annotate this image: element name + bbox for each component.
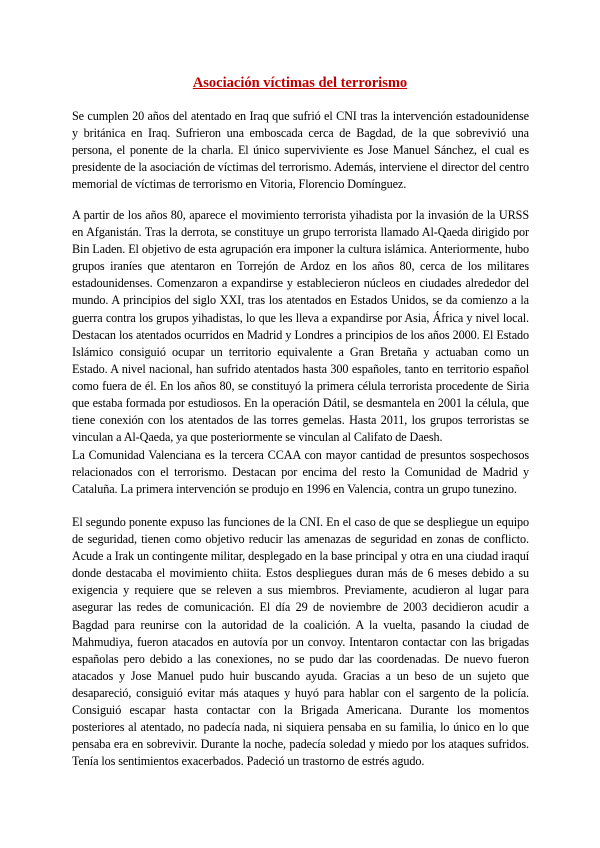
paragraph-intro: Se cumplen 20 años del atentado en Iraq que sufrió el CNI tras la intervención estadounidense y británica en Iraq. Sufrieron una emboscada cerca de Bagdad, de la que sobrevivió una persona, el ponente de la charla. El único superviviente es Jose Manuel Sánchez, el cual es presidente de la asociación de víctimas del terrorismo. Además, interviene el director del centro memorial de víctimas de terrorismo en Vitoria, Florencio Domínguez. bbox=[72, 109, 529, 192]
paragraph-history: A partir de los años 80, aparece el movimiento terrorista yihadista por la invasión de la URSS en Afganistán. Tras la derrota, se constituye un grupo terrorista llamado Al-Qaeda dirigido por Bin Laden. El objetivo de esta agrupación era imponer la cultura islámica. Anteriormente, hubo grupos iraníes que atentaron en Torrejón de Ardoz en los años 80, cerca de los militares estadounidenses. Comenzaron a expandirse y establecieron núcleos en ciudades alrededor del mundo. A principios del siglo XXI, tras los atentados en Estados Unidos, se da comienzo a la guerra contra los grupos yihadistas, lo que les lleva a expandirse por Asia, África y nivel local. Destacan los atentados ocurridos en Madrid y Londres a principios de los años 2000. El Estado Islámico consiguió ocupar un territorio equivalente a Gran Bretaña y actuaban como un Estado. A nivel nacional, han sufrido atentados hasta 300 españoles, tanto en territorio español como fuera de él. En los años 80, se constituyó la primera célula terrorista procedente de Siria que estaba formada por estudiosos. En la operación Dátil, se desmantela en 2001 la célula, que tiene conexión con los atentados de las torres gemelas. Hasta 2011, los grupos terroristas se vinculan a Al-Qaeda, ya que posteriormente se vinculan al Califato de Daesh. bbox=[72, 208, 529, 445]
document-title: Asociación víctimas del terrorismo bbox=[192, 75, 408, 91]
paragraph-second-speaker: El segundo ponente expuso las funciones de la CNI. En el caso de que se despliegue un equipo de seguridad, tienen como objetivo reducir las amenazas de seguridad en zonas de conflicto. Acude a Irak un contingente militar, desplegado en la base principal y otra en una ciudad iraquí donde destacaba el movimiento chiita. Estos despliegues duran más de 6 meses debido a su exigencia y requiere que se releven a sus miembros. Previamente, acudieron al lugar para asegurar las redes de comunicación. El día 29 de noviembre de 2003 decidieron acudir a Bagdad para reunirse con la autoridad de la coalición. A la vuelta, pasando la ciudad de Mahmudiya, fueron atacados en autovía por un convoy. Intentaron contactar con las brigadas españolas pero debido a las conexiones, no se pudo dar las coordenadas. De nuevo fueron atacados y Jose Manuel pudo huir buscando ayuda. Gracias a un beso de un sujeto que desapareció, consiguió evitar más ataques y huyó para hablar con el sargento de la policía. Consiguió escapar hasta contactar con la Brigada Americana. Durante los momentos posteriores al atentado, no padecía nada, ni siquiera pensaba en su familia, lo único en lo que pensaba era en sobrevivir. Durante la noche, padecía soledad y miedo por los ataques sufridos. Tenía los sentimientos exacerbados. Padeció un trastorno de estrés agudo. bbox=[72, 515, 529, 769]
paragraph-valencia: La Comunidad Valenciana es la tercera CCAA con mayor cantidad de presuntos sospechosos relacionados con el terrorismo. Destacan por encima del resto la Comunidad de Madrid y Cataluña. La primera intervención se produjo en 1996 en Valencia, contra un grupo tunezino. bbox=[72, 448, 529, 497]
